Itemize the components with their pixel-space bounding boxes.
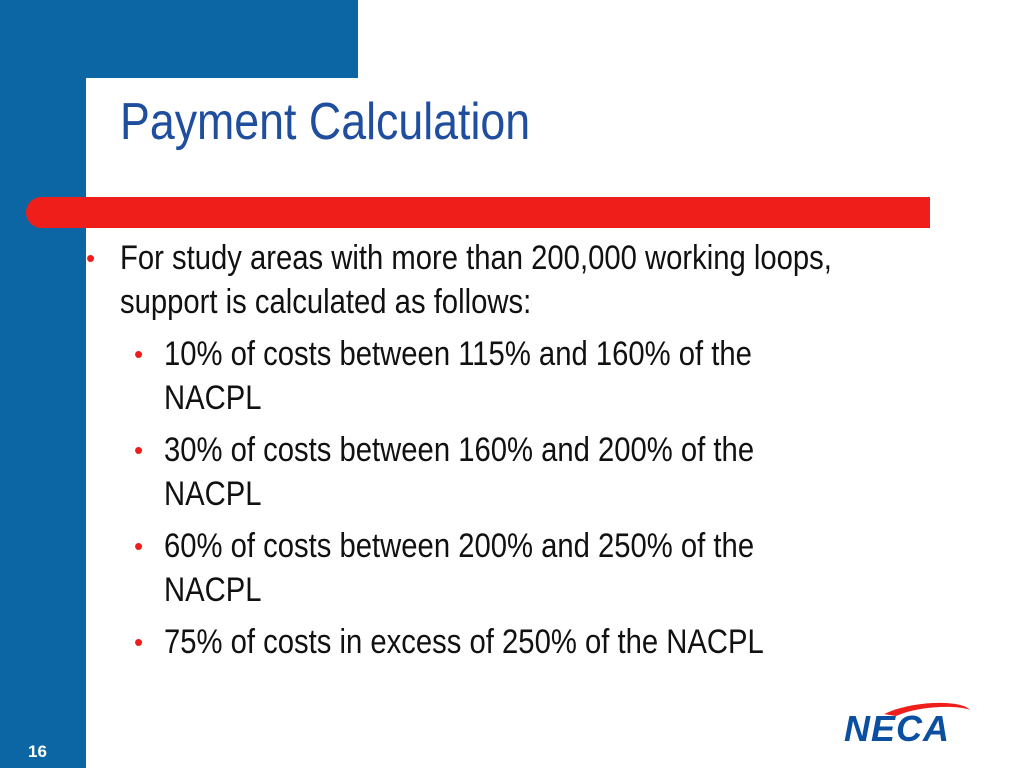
- bullet-line: support is calculated as follows:: [120, 283, 532, 321]
- bullet-line: 60% of costs between 200% and 250% of the: [164, 527, 755, 565]
- logo-text: NECA: [844, 708, 951, 749]
- neca-logo: [844, 700, 974, 748]
- bullet-line: NACPL: [164, 379, 262, 417]
- bullet-line: 75% of costs in excess of 250% of the NACPL: [164, 623, 764, 661]
- bullet-line: 30% of costs between 160% and 200% of the: [164, 431, 755, 469]
- bullet-line: 10% of costs between 115% and 160% of the: [164, 335, 752, 373]
- bullet-dot-icon: •: [134, 435, 144, 465]
- bullet-line: NACPL: [164, 475, 262, 513]
- left-blue-frame: [0, 0, 86, 768]
- title-divider-bar: [26, 197, 930, 228]
- bullet-line: For study areas with more than 200,000 working loops,: [120, 239, 832, 277]
- bullet-dot-icon: •: [86, 243, 96, 273]
- top-blue-frame: [0, 0, 358, 78]
- slide-title: Payment Calculation: [120, 93, 531, 151]
- bullet-dot-icon: •: [134, 627, 144, 657]
- page-number: 16: [28, 742, 47, 761]
- bullet-dot-icon: •: [134, 531, 144, 561]
- bullet-line: NACPL: [164, 571, 262, 609]
- bullet-dot-icon: •: [134, 339, 144, 369]
